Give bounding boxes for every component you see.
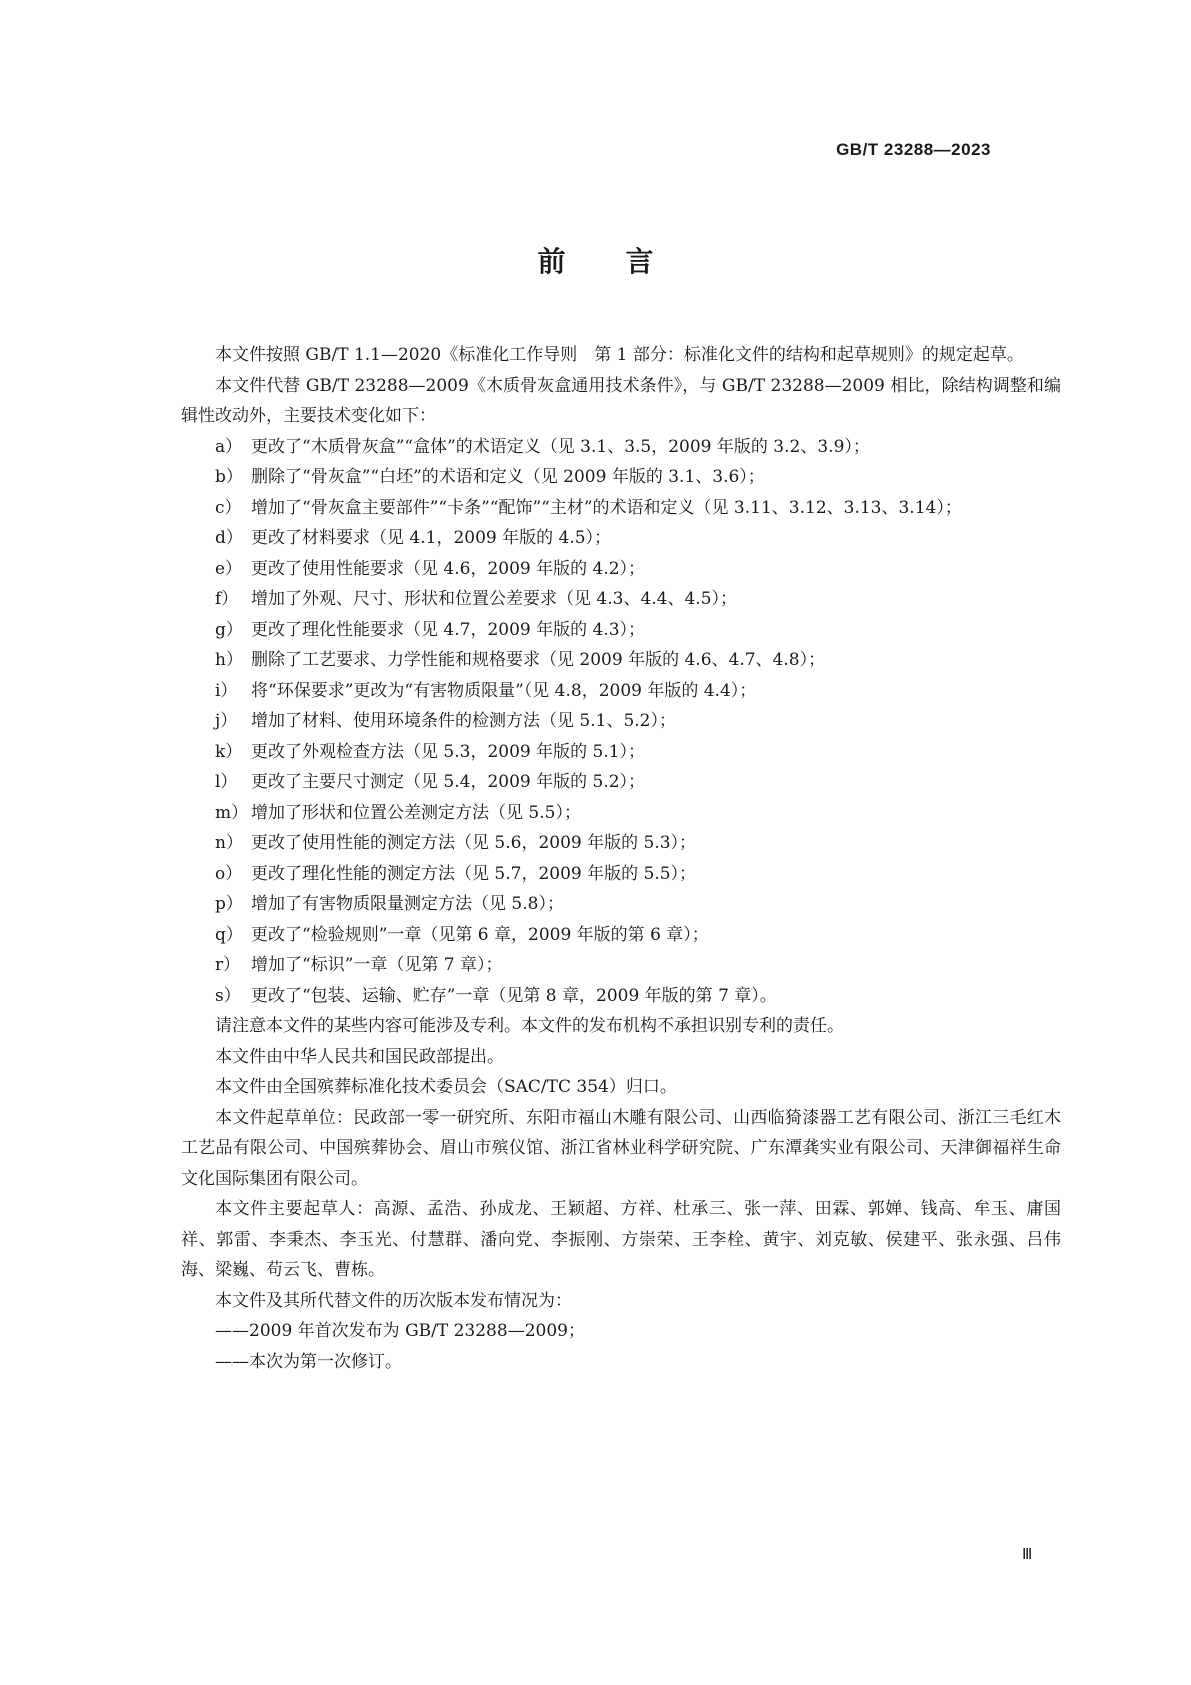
list-item [181, 554, 1061, 585]
list-mark: l） [215, 772, 238, 792]
list-item [181, 798, 1061, 829]
list-item [181, 737, 1061, 768]
list-text: 增加了“标识”一章（见第 7 章）； [251, 955, 503, 975]
history-item: ——本次为第一次修订。 [215, 1351, 402, 1372]
list-text: 更改了“包装、运输、贮存”一章（见第 8 章，2009 年版的第 7 章）。 [251, 985, 777, 1006]
list-item [181, 523, 1061, 554]
list-text: 增加了形状和位置公差测定方法（见 5.5）； [251, 802, 581, 823]
committee-paragraph: 本文件由全国殡葬标准化技术委员会（SAC/TC 354）归口。 [215, 1077, 677, 1097]
list-text: 增加了材料、使用环境条件的检测方法（见 5.1、5.2）； [251, 711, 676, 731]
list-text: 删除了工艺要求、力学性能和规格要求（见 2009 年版的 4.6、4.7、4.8）； [251, 650, 826, 670]
list-mark: p） [215, 894, 243, 914]
list-mark: f） [215, 589, 239, 609]
list-text: 更改了“木质骨灰盒”“盒体”的术语定义（见 3.1、3.5，2009 年版的 3.2、3.9）； [251, 436, 870, 457]
list-text: 更改了外观检查方法（见 5.3，2009 年版的 5.1）； [251, 741, 646, 762]
list-text: 增加了“骨灰盒主要部件”“卡条”“配饰”“主材”的术语和定义（见 3.11、3.12、3.13、3.14）； [251, 497, 962, 518]
list-item [181, 462, 1061, 493]
list-item [181, 645, 1061, 676]
proposer-paragraph: 本文件由中华人民共和国民政部提出。 [215, 1046, 504, 1067]
list-text: 将“环保要求”更改为“有害物质限量”（见 4.8，2009 年版的 4.4）； [251, 680, 757, 701]
list-mark: j） [215, 711, 238, 731]
list-item [181, 920, 1061, 951]
drafting-units-paragraph: 本文件起草单位：民政部一零一研究所、东阳市福山木雕有限公司、山西临猗漆器工艺有限公司、浙江三毛红木工艺品有限公司、中国殡葬协会、眉山市殡仪馆、浙江省林业科学研究院、广东潭龚实业有限公司、天津御福祥生命文化国际集团有限公司。 [181, 1107, 1061, 1189]
list-mark: c） [215, 497, 242, 518]
list-mark: h） [215, 650, 243, 670]
list-item [181, 584, 1061, 615]
list-text: 增加了外观、尺寸、形状和位置公差要求（见 4.3、4.4、4.5）； [251, 589, 738, 609]
list-item [181, 615, 1061, 646]
list-text: 删除了“骨灰盒”“白坯”的术语和定义（见 2009 年版的 3.1、3.6）； [251, 467, 765, 487]
changes-list [181, 432, 1061, 1012]
list-item [181, 767, 1061, 798]
list-mark: n） [215, 833, 243, 853]
list-mark: g） [215, 619, 243, 640]
list-mark: d） [215, 528, 243, 548]
document-body [181, 340, 1061, 1377]
page-number: Ⅲ [1022, 1546, 1033, 1563]
list-item [181, 859, 1061, 890]
list-item [181, 493, 1061, 524]
list-text: 更改了“检验规则”一章（见第 6 章，2009 年版的第 6 章）； [251, 924, 709, 945]
list-item [181, 676, 1061, 707]
list-mark: m） [215, 802, 249, 823]
list-text: 更改了主要尺寸测定（见 5.4，2009 年版的 5.2）； [251, 772, 646, 792]
list-text: 更改了材料要求（见 4.1，2009 年版的 4.5）； [251, 528, 612, 548]
list-item [181, 828, 1061, 859]
list-text: 更改了使用性能的测定方法（见 5.6，2009 年版的 5.3）； [251, 833, 697, 853]
intro-paragraph: 本文件按照 GB/T 1.1—2020《标准化工作导则 第 1 部分：标准化文件的结构和起草规则》的规定起草。 [215, 345, 1024, 365]
list-text: 更改了使用性能要求（见 4.6，2009 年版的 4.2）； [251, 558, 646, 579]
list-item [181, 950, 1061, 981]
history-intro: 本文件及其所代替文件的历次版本发布情况为： [215, 1290, 572, 1311]
list-mark: o） [215, 863, 243, 884]
list-mark: s） [215, 985, 241, 1006]
list-mark: r） [215, 955, 241, 975]
list-mark: q） [215, 924, 243, 945]
list-mark: a） [215, 436, 243, 457]
list-item [181, 432, 1061, 463]
list-mark: i） [215, 680, 238, 701]
drafters-paragraph: 本文件主要起草人：高源、孟浩、孙成龙、王颖超、方祥、杜承三、张一萍、田霖、郭婵、钱高、牟玉、庸国祥、郭雷、李秉杰、李玉光、付慧群、潘向党、李振刚、方崇荣、王李栓、黄宇、刘克敏、侯建平、张永强、吕伟海、梁巍、苟云飞、曹栋。 [181, 1199, 1061, 1280]
list-mark: k） [215, 741, 243, 762]
history-item: ——2009 年首次发布为 GB/T 23288—2009； [215, 1321, 585, 1341]
list-text: 增加了有害物质限量测定方法（见 5.8）； [251, 894, 564, 914]
list-item [181, 889, 1061, 920]
list-item [181, 706, 1061, 737]
intro-paragraph: 本文件代替 GB/T 23288—2009《木质骨灰盒通用技术条件》，与 GB/T 23288—2009 相比，除结构调整和编辑性改动外，主要技术变化如下： [181, 375, 1061, 426]
list-mark: e） [215, 558, 243, 579]
list-item [181, 981, 1061, 1012]
list-text: 更改了理化性能的测定方法（见 5.7，2009 年版的 5.5）； [251, 863, 697, 884]
list-text: 更改了理化性能要求（见 4.7，2009 年版的 4.3）； [251, 619, 646, 640]
patent-notice: 请注意本文件的某些内容可能涉及专利。本文件的发布机构不承担识别专利的责任。 [215, 1016, 844, 1036]
list-mark: b） [215, 467, 243, 487]
page-title: 前言 [537, 245, 714, 278]
standard-number: GB/T 23288—2023 [836, 140, 991, 159]
